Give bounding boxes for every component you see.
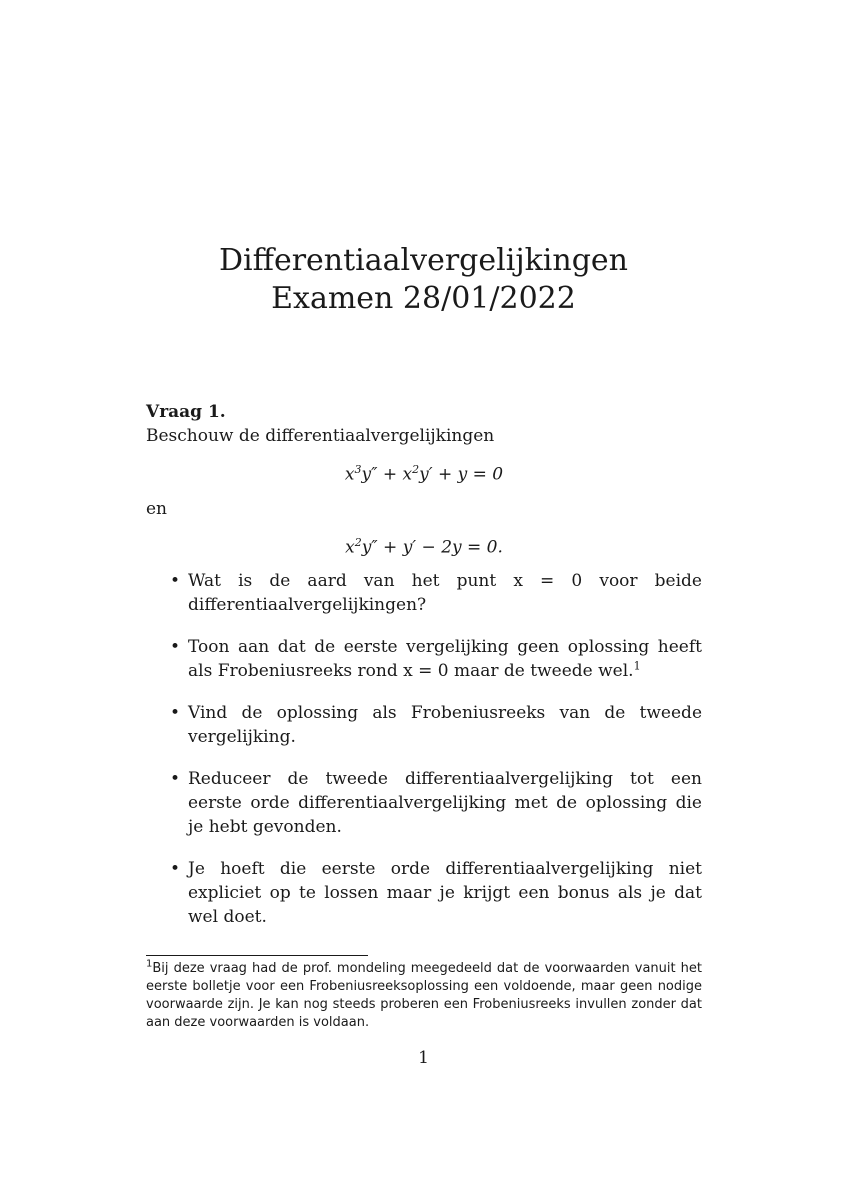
document-title xyxy=(0,242,847,318)
item-text: Vind de oplossing als Frobeniusreeks van de tweede vergelijking. xyxy=(188,703,702,748)
title-line-1: Differentiaalvergelijkingen xyxy=(218,243,628,278)
question-heading: Vraag 1. xyxy=(146,402,226,422)
bullet-icon: • xyxy=(170,859,181,880)
footnote-marker: 1 xyxy=(633,659,641,673)
bullet-icon: • xyxy=(170,571,181,592)
footnote-divider xyxy=(146,955,368,956)
item-text: Wat is de aard van het punt x = 0 voor beide differentiaalvergelijkingen? xyxy=(188,571,702,616)
list-item xyxy=(146,635,702,683)
question-section xyxy=(146,400,702,947)
bullet-icon: • xyxy=(170,703,181,724)
equation-2: $x^2y'' + y' - 2y = 0$. xyxy=(345,535,503,558)
page-number: 1 xyxy=(418,1048,429,1068)
connector-text: en xyxy=(146,498,168,519)
item-text: Reduceer de tweede differentiaalvergelijking tot een eerste orde differentiaalvergelijking met de oplossing die je hebt gevonden. xyxy=(188,769,702,838)
list-item xyxy=(146,701,702,749)
bullet-icon: • xyxy=(170,637,181,658)
item-text: Je hoeft die eerste orde differentiaalvergelijking niet expliciet op te lossen maar je krijgt een bonus als je dat wel doet. xyxy=(188,859,702,928)
list-item xyxy=(146,569,702,617)
question-items xyxy=(146,569,702,929)
footnote-number: 1 xyxy=(146,958,153,970)
equation-1: $x^3y'' + x^2y' + y = 0$ xyxy=(344,463,504,485)
question-intro: Beschouw de differentiaalvergelijkingen xyxy=(146,426,495,446)
title-line-2: Examen 28/01/2022 xyxy=(271,281,576,316)
list-item xyxy=(146,767,702,839)
list-item xyxy=(146,857,702,929)
item-text: Toon aan dat de eerste vergelijking geen oplossing heeft als Frobeniusreeks rond x = 0 maar de tweede wel. xyxy=(188,637,702,682)
bullet-icon: • xyxy=(170,769,181,790)
footnote xyxy=(146,960,702,1032)
footnote-text: Bij deze vraag had de prof. mondeling meegedeeld dat de voorwaarden vanuit het eerste bolletje voor een Frobeniusreeksoplossing een voldoende, maar geen nodige voorwaarde zijn. Je kan nog steeds proberen een Frobeniusreeks invullen zonder dat aan deze voorwaarden is voldaan. xyxy=(146,961,702,1030)
